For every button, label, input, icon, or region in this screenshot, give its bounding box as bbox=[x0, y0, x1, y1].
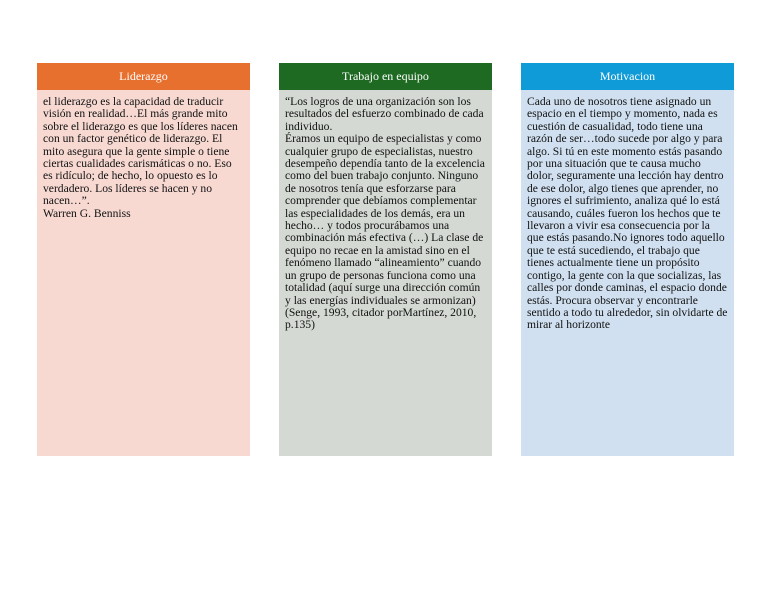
card-trabajo-en-equipo-text: “Los logros de una organización son los resultados del esfuerzo combinado de cada individuo. Éramos un equipo de especialistas y como cualquier grupo de especialistas, nuestro desempeño dependía tanto de la excelencia como del buen trabajo conjunto. Ninguno de nosotros tenía que esforzarse para comprender que debíamos complementar las especialidades de los demás, era un hecho… y todos procurábamos una combinación más efectiva (…) La clase de equipo no recae en la amistad sino en el fenómeno llamado “alineamiento” cuando un grupo de personas funciona como una totalidad (aquí surge una dirección común y las energías individuales se armonizan) (Senge, 1993, citador porMartínez, 2010, p.135) bbox=[279, 90, 492, 456]
card-liderazgo-title: Liderazgo bbox=[37, 63, 250, 90]
card-liderazgo-text: el liderazgo es la capacidad de traducir visión en realidad…El más grande mito sobre el liderazgo es que los líderes nacen con un factor genético de liderazgo. El mito asegura que la gente simple o tiene ciertas cualidades carismáticas o no. Eso es ridículo; de hecho, lo opuesto es lo verdadero. Los líderes se hacen y no nacen…”. Warren G. Benniss bbox=[37, 90, 250, 456]
card-trabajo-en-equipo bbox=[279, 63, 492, 456]
card-motivacion bbox=[521, 63, 734, 456]
card-liderazgo bbox=[37, 63, 250, 456]
card-motivacion-title: Motivacion bbox=[521, 63, 734, 90]
card-motivacion-text: Cada uno de nosotros tiene asignado un espacio en el tiempo y momento, nada es cuestión de casualidad, todo tiene una razón de ser…todo sucede por algo y para algo. Si tú en este momento estás pasando por una situación que te causa mucho dolor, seguramente una lección hay dentro de ese dolor, algo tienes que aprender, no ignores el sufrimiento, analiza qué lo está causando, cuáles fueron los hechos que te llevaron a vivir esa consecuencia por la que estás pasando.No ignores todo aquello que te está sucediendo, el trabajo que tienes actualmente tiene un propósito contigo, la gente con la que socializas, las calles por donde caminas, el espacio donde estás. Procura observar y encontrarle sentido a todo tu alrededor, sin olvidarte de mirar al horizonte bbox=[521, 90, 734, 456]
card-trabajo-en-equipo-title: Trabajo en equipo bbox=[279, 63, 492, 90]
